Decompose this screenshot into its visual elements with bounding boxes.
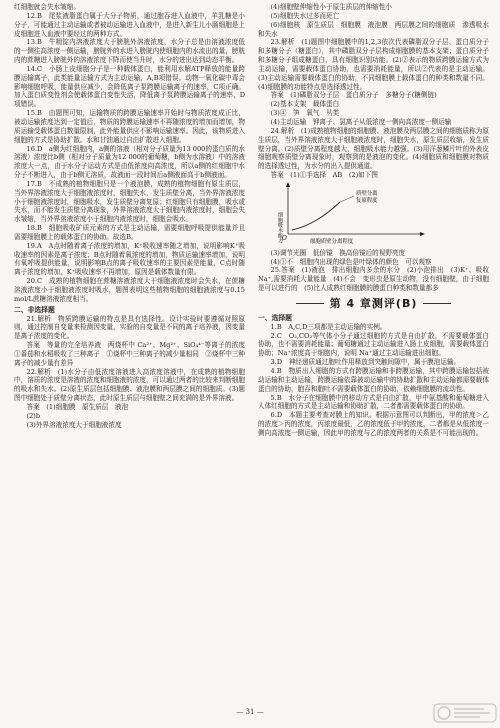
answer-paragraph: (4)①不 细胞内出现的绿色是叶绿体的颜色 可以观察 bbox=[270, 257, 432, 266]
answer-paragraph: (3)调节光圈 低倍镜 换高倍镜后的视野亮度 bbox=[270, 248, 406, 257]
page-footer: — 31 — bbox=[236, 708, 264, 716]
paragraph: 17.B 不成熟的植物细胞只是一个液泡膜，成熟的植物细胞有原生质层，当外界溶液浓度大于细胞液浓度时，细胞失水，发生质壁分离，当外界溶液浓度小于细胞液浓度时，细胞吸水，发生质壁分离复原；红细胞只有细胞膜，吸水或失水，而不能发生质壁分离现象，外界溶液浓度大于细胞内液浓度时，细胞会失水皱缩，当外界溶液浓度小于细胞内液浓度时，细胞会吸水。 bbox=[14, 179, 245, 224]
paragraph: 红细胞就会失水皱缩。 bbox=[14, 3, 80, 11]
answer-paragraph: 25.答案 (1)液泡 排出细胞内多余的水分 (2)小泡排出 (3)K⁺、吸收Na⁺,需要消耗大量能量 (4)不会 变形虫是原生动物，没有细胞壁，由于细胞是可以进行的 (5)比人成熟红细胞膜的膜蛋白种类和数量都多 bbox=[258, 266, 489, 293]
paragraph: 20.C 成熟的植物细胞在蔗糖溶液浓度大于细胞液浓度时会失水，在蔗糖溶液浓度小于细胞液浓度时吸水，题图表明这些植物细胞的细胞液浓度与0.15 mol/L蔗糖溶液浓度相当。 bbox=[14, 277, 245, 303]
paragraph: 3.D 神经递质通过胞吐作用释放到突触间隙中，属于膜泡运输。 bbox=[270, 358, 461, 367]
watermark-logo bbox=[432, 700, 498, 726]
y-axis-arrow bbox=[286, 182, 290, 187]
paragraph: (6)细胞核 原生质层 细胞膜 液泡膜 两层膜之间的细胞质 渗透吸水和失水 bbox=[258, 20, 489, 38]
right-column bbox=[258, 3, 489, 438]
answer-paragraph: (4)主动运输 钾离子、氯离子从低浓度一侧向高浓度一侧运输 bbox=[270, 117, 452, 126]
paragraph: 6.D 本题主要考查对膜上的知识。根据示意图可以判断出，甲的浓度＞乙的浓度＞丙的浓度，丙浓度最低，乙的浓度低于甲的浓度，二者都是从低浓度一侧向高浓度一侧运输，因此甲的浓度与乙的浓度两者的关系是不可能出现的。 bbox=[258, 411, 489, 437]
origin-label: O bbox=[282, 234, 287, 242]
chapter-title bbox=[258, 297, 489, 311]
paragraph: 14.C 小肠上皮细胞分子是一种载体蛋白，能利用水解ATP释放的能量跨膜运输离子，此类能量运输方式为主动运输，A,B项错误。动物一氧化碳中毒会影响细胞呼吸，能量供应减少，会降低离子泵跨膜运输离子的速率，C项正确。加入蛋白质变性剂会使载体蛋白变性失活，降低离子泵跨膜运输离子的速率，D项错误。 bbox=[14, 64, 245, 109]
paragraph: 19.A A点时随着离子浓度的增加，K⁺吸收速率随之增加，说明影响K⁺吸收速率的因素是离子浓度；B点时随着氧浓度的增加，物质运输速率增加，说明有氧呼吸提供能量，说明影响B点的离子吸收速率的主要因素是能量，C点时随离子浓度的增加，K⁺吸收速率不再增加，原因是载体数量有限。 bbox=[14, 241, 245, 277]
paragraph: 12.B 尾浆液脂蛋白属于大分子物质，通过胞吞进入血液中，羊乳糖是小分子，可能通过主动运输或者被动运输进入血液中，是进入新生儿小肠细胞是上皮细胞进入血液中要经过的两种方式。 bbox=[14, 11, 245, 38]
answer-paragraph: 答案 (1)①手选择 AB (2)如下图 bbox=[270, 171, 378, 180]
section-heading: 一、选择题 bbox=[258, 313, 292, 322]
x-axis-arrow bbox=[420, 232, 425, 236]
paragraph: 21.解析 物质跨膜运输的特点是具有选择性。设计实验时要遵循对照原则，通过控制自变量来检测因变量，实验的自变量是不同的离子培养液，因变量是离子浓度的变化。 bbox=[14, 314, 245, 341]
paragraph: 24.解析 (1)成熟植物细胞的细胞膜、液泡膜及两层膜之间的细胞质称为原生质层，当外界溶液浓度大于细胞液浓度时，细胞失水，原生质层收缩，发生质壁分离。(2)质壁分离程度越大，细胞吸水能力越强。(3)用洋葱鳞片叶的外表皮细胞观察质壁分离现象时，观察到的是液泡的变化。(4)细胞质和细胞膜对物质的选择透过性，为水分的出入提供通道。 bbox=[258, 126, 489, 171]
figure bbox=[270, 182, 489, 247]
left-column bbox=[14, 3, 252, 430]
paragraph: 13.B 牛精锭内溶液浓度大于膀胱外溶液浓度，水分子总是由溶液浓度低的一侧往高浓度一侧运输，膀胱外的水进入膀胱内使细胞内的水流出的量，膀胱内的蔗糖进入膀胱外的溶液浓度下降而使当升时，水分的进出达到动态平衡。 bbox=[14, 38, 245, 65]
annotation-text: 复原程度 bbox=[356, 197, 378, 204]
paragraph: 18.B 细胞吸收矿质元素的方式是主动运输，需要细胞呼吸提供能量并且需要细胞膜上的载体蛋白的协助。故选B。 bbox=[14, 224, 245, 241]
title-rule bbox=[296, 303, 324, 304]
y-axis-label: 细胞吸水能力 bbox=[277, 211, 283, 244]
series-line bbox=[292, 202, 340, 230]
paragraph: 22.解析 (1)水分子由低浓度溶液进入高浓度溶液中，在成熟的植物细胞中，溶质的浓度是溶液的浓度和细胞液的浓度，可以通过两者的比较来判断细胞的吸水和失水。(2)原生质层包括细胞膜、液泡膜和两层膜之间的细胞质。(3)题图中细胞处于质壁分离状态，此时原生质层与细胞壁之间充满的是外界溶液。 bbox=[14, 367, 245, 403]
answer-paragraph: 答案 (1)磷脂双分子层 蛋白质分子 多糖分子(糖侧链) bbox=[270, 91, 437, 100]
section-heading: 二、非选择题 bbox=[14, 305, 55, 314]
answer-paragraph: (2)b bbox=[26, 411, 41, 420]
paragraph: 5.B 水分子在细胞膜中的移动方式是自由扩散，甲中氨基酸和葡萄糖进入人体红细胞的方式是主动运输和协助扩散，二者都需要载体蛋白的协助。 bbox=[258, 393, 489, 411]
x-axis-label: 细胞质壁分离程度 bbox=[310, 238, 354, 244]
paragraph: (4)细胞壁伸缩性小于原生质层的伸缩性小 bbox=[270, 3, 392, 11]
chapter-title-text: 第 4 章测评(B) bbox=[329, 296, 418, 310]
paragraph: (5)细胞失水过多而死亡 bbox=[270, 11, 340, 20]
paragraph: 2.C O₂,CO₂等气体小分子通过细胞的方式是自由扩散，不需要载体蛋白协助，也不需要消耗能量；葡萄糖通过主动运输进入肠上皮细胞，需要载体蛋白协助；Na⁺浓度高于细胞内，说明 Na⁺通过主动运输进出细胞。 bbox=[258, 331, 489, 358]
line-chart bbox=[270, 182, 440, 244]
title-rule bbox=[423, 303, 451, 304]
answer-paragraph: 答案 (1)细胞膜 原生质层 液泡 bbox=[26, 402, 129, 411]
paragraph: 1.B A,C,D三项都是主动运输的实例。 bbox=[270, 322, 387, 331]
paragraph: 23.解析 (1)题图中细胞膜中的1,2,3依次代表磷脂双分子层、蛋白质分子和多糖分子（糖蛋白），其中磷脂双分子层构成细胞膜的基本支架；蛋白质分子和多糖分子组成糖蛋白，具有细胞识别功能。(2)②表示的物质跨膜运输方式为主动运输，需要载体蛋白协助，也需要消耗能量，所以②代表的是主动运输。(3)主动运输需要载体蛋白的协助，不同细胞膜上载体蛋白的种类和数量不同。(4)细胞膜的功能特点是选择透过性。 bbox=[258, 38, 489, 91]
paragraph: 4.B 物质出入细胞的方式有跨膜运输和非跨膜运输，其中跨膜运输包括被动运输和主动运输，跨膜运输依靠被动运输中的协助扩散和主动运输都需要载体蛋白的协助，胞吞和胞吐不需要载体蛋白的协助，依赖细胞膜的流动性。 bbox=[258, 367, 489, 393]
paragraph: 15.B 由题图可知，运输物质的跨膜运输速率开始时与物质浓度成正比，被动运输浓度达到一定值后，物质的跨膜运输速率不再随浓度的增加而增加，物质运输受载体蛋白数量限制，此外能量供应不影响运输速率。因此，该物质进入细胞的方式是协助扩散。水和甘油通过自由扩散进入细胞。 bbox=[14, 109, 245, 144]
answer-paragraph: 答案 等量的完全培养液 两烧杯中 Ca²⁺、Mg²⁺、SiO₄⁴⁻等离子的浓度 ①番茄和水稻吸收了三种离子 ①烧杯中三种离子的减少量相同 ②烧杯中三种离子的减少量有差异 bbox=[14, 341, 252, 367]
annotation-leader bbox=[340, 196, 354, 202]
answer-paragraph: (2)基本支架 载体蛋白 bbox=[270, 100, 340, 109]
answer-paragraph: (3)④ 笋 氧气 丛类 bbox=[270, 109, 340, 118]
answer-paragraph: (3)外界溶液浓度大于细胞液浓度 bbox=[26, 420, 122, 429]
annotation-text: 质壁分离 bbox=[356, 190, 378, 197]
paragraph: 16.D a侧为红细胞内，a侧的溶液（相对分子质量为13 000的蛋白质的水溶液）浓度比b侧（相对分子质量为12 000的葡萄糖，b侧为水溶液）中的溶液浓度大一点，由于水分子运动方式是由低浓度向高浓度，所以a侧的红细胞中水分子不断进入，由于b侧无溶质，故液面一段时间后a侧液面高于b侧液面。 bbox=[14, 144, 245, 180]
page-number: 31 bbox=[245, 708, 255, 716]
